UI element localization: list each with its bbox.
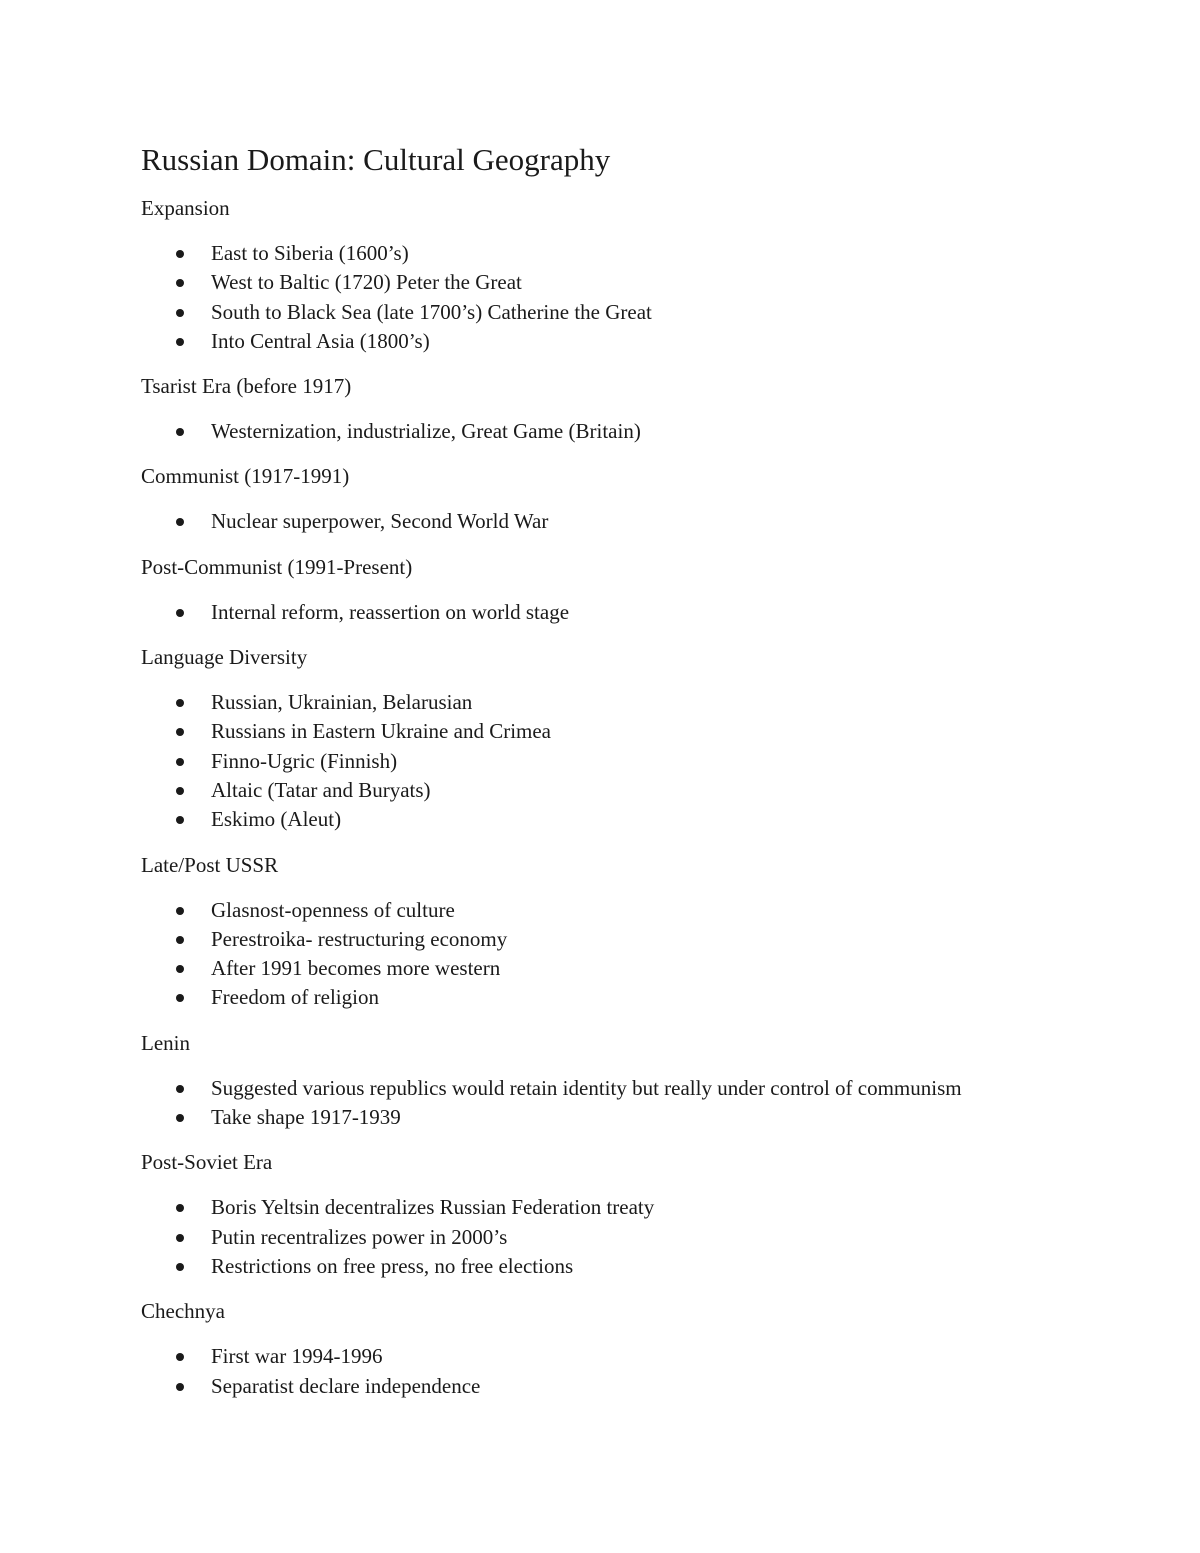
bullet-text: Perestroika- restructuring economy — [211, 926, 508, 951]
bullet-text: Altaic (Tatar and Buryats) — [211, 777, 431, 802]
bullet-text: Finno-Ugric (Finnish) — [211, 748, 398, 773]
bullet-item — [141, 598, 1141, 627]
bullet-text: Separatist declare independence — [211, 1373, 481, 1398]
section-heading: Communist (1917-1991) — [141, 464, 350, 489]
bullet-item — [141, 1342, 1141, 1371]
bullet-text: Westernization, industrialize, Great Game (Britain) — [211, 419, 641, 444]
bullet-item — [141, 1103, 1141, 1132]
bullet-item — [141, 1372, 1141, 1401]
bullet-list — [141, 507, 1141, 536]
section — [141, 194, 1141, 356]
bullet-item — [141, 983, 1141, 1012]
bullet-item — [141, 896, 1141, 925]
bullet-text: Russian, Ukrainian, Belarusian — [211, 690, 473, 715]
document-title: Russian Domain: Cultural Geography — [141, 142, 611, 177]
bullet-text: Internal reform, reassertion on world stage — [211, 599, 570, 624]
section-heading: Tsarist Era (before 1917) — [141, 374, 352, 399]
bullet-text: South to Black Sea (late 1700’s) Catherine the Great — [211, 299, 652, 324]
bullet-icon — [176, 699, 184, 707]
section-heading: Late/Post USSR — [141, 852, 279, 877]
bullet-text: Putin recentralizes power in 2000’s — [211, 1224, 508, 1249]
bullet-list — [141, 239, 1141, 356]
bullet-item — [141, 776, 1141, 805]
section-heading: Language Diversity — [141, 645, 308, 670]
bullet-item — [141, 805, 1141, 834]
section-heading: Lenin — [141, 1030, 190, 1055]
bullet-text: Suggested various republics would retain identity but really under control of communism — [211, 1075, 962, 1100]
bullet-icon — [176, 994, 184, 1002]
bullet-item — [141, 688, 1141, 717]
bullet-icon — [176, 936, 184, 944]
bullet-text: West to Baltic (1720) Peter the Great — [211, 270, 522, 295]
bullet-list — [141, 598, 1141, 627]
bullet-icon — [176, 1353, 184, 1361]
bullet-item — [141, 954, 1141, 983]
bullet-text: Glasnost-openness of culture — [211, 897, 455, 922]
bullet-icon — [176, 758, 184, 766]
bullet-item — [141, 1074, 1141, 1103]
section-heading: Chechnya — [141, 1299, 225, 1324]
bullet-text: First war 1994-1996 — [211, 1344, 383, 1369]
bullet-icon — [176, 309, 184, 317]
bullet-item — [141, 268, 1141, 297]
bullet-text: East to Siberia (1600’s) — [211, 241, 409, 265]
bullet-text: Boris Yeltsin decentralizes Russian Federation treaty — [211, 1195, 655, 1220]
section — [141, 553, 1141, 627]
bullet-icon — [176, 1114, 184, 1122]
bullet-text: Restrictions on free press, no free elections — [211, 1253, 574, 1278]
bullet-list — [141, 1074, 1141, 1133]
bullet-text: Take shape 1917-1939 — [211, 1105, 401, 1130]
section-heading: Expansion — [141, 196, 230, 220]
section-heading: Post-Communist (1991-Present) — [141, 554, 413, 579]
bullet-item — [141, 1252, 1141, 1281]
bullet-icon — [176, 1234, 184, 1242]
bullet-icon — [176, 250, 184, 258]
bullet-icon — [176, 907, 184, 915]
bullet-text: Nuclear superpower, Second World War — [211, 509, 549, 534]
bullet-item — [141, 507, 1141, 536]
section — [141, 1029, 1141, 1133]
bullet-item — [141, 239, 1141, 268]
bullet-item — [141, 417, 1141, 446]
bullet-icon — [176, 609, 184, 617]
bullet-icon — [176, 279, 184, 287]
bullet-list — [141, 1193, 1141, 1281]
bullet-icon — [176, 428, 184, 436]
bullet-icon — [176, 816, 184, 824]
section — [141, 372, 1141, 446]
bullet-list — [141, 688, 1141, 834]
bullet-item — [141, 327, 1141, 356]
bullet-text: After 1991 becomes more western — [211, 956, 501, 981]
bullet-text: Freedom of religion — [211, 985, 379, 1010]
section — [141, 1297, 1141, 1401]
section — [141, 851, 1141, 1013]
bullet-icon — [176, 728, 184, 736]
section — [141, 1148, 1141, 1281]
section — [141, 643, 1141, 834]
bullet-item — [141, 1193, 1141, 1222]
bullet-text: Eskimo (Aleut) — [211, 807, 342, 832]
bullet-text: Russians in Eastern Ukraine and Crimea — [211, 719, 551, 744]
bullet-icon — [176, 1204, 184, 1212]
bullet-text: Into Central Asia (1800’s) — [211, 328, 430, 353]
bullet-icon — [176, 965, 184, 973]
section — [141, 462, 1141, 536]
section-heading: Post-Soviet Era — [141, 1150, 273, 1175]
bullet-icon — [176, 1085, 184, 1093]
bullet-item — [141, 925, 1141, 954]
bullet-item — [141, 298, 1141, 327]
bullet-list — [141, 896, 1141, 1013]
bullet-icon — [176, 1263, 184, 1271]
bullet-item — [141, 747, 1141, 776]
bullet-list — [141, 417, 1141, 446]
bullet-item — [141, 1223, 1141, 1252]
bullet-icon — [176, 518, 184, 526]
document-body — [141, 194, 1141, 1417]
bullet-item — [141, 717, 1141, 746]
bullet-icon — [176, 1383, 184, 1391]
bullet-icon — [176, 338, 184, 346]
bullet-icon — [176, 787, 184, 795]
bullet-list — [141, 1342, 1141, 1401]
